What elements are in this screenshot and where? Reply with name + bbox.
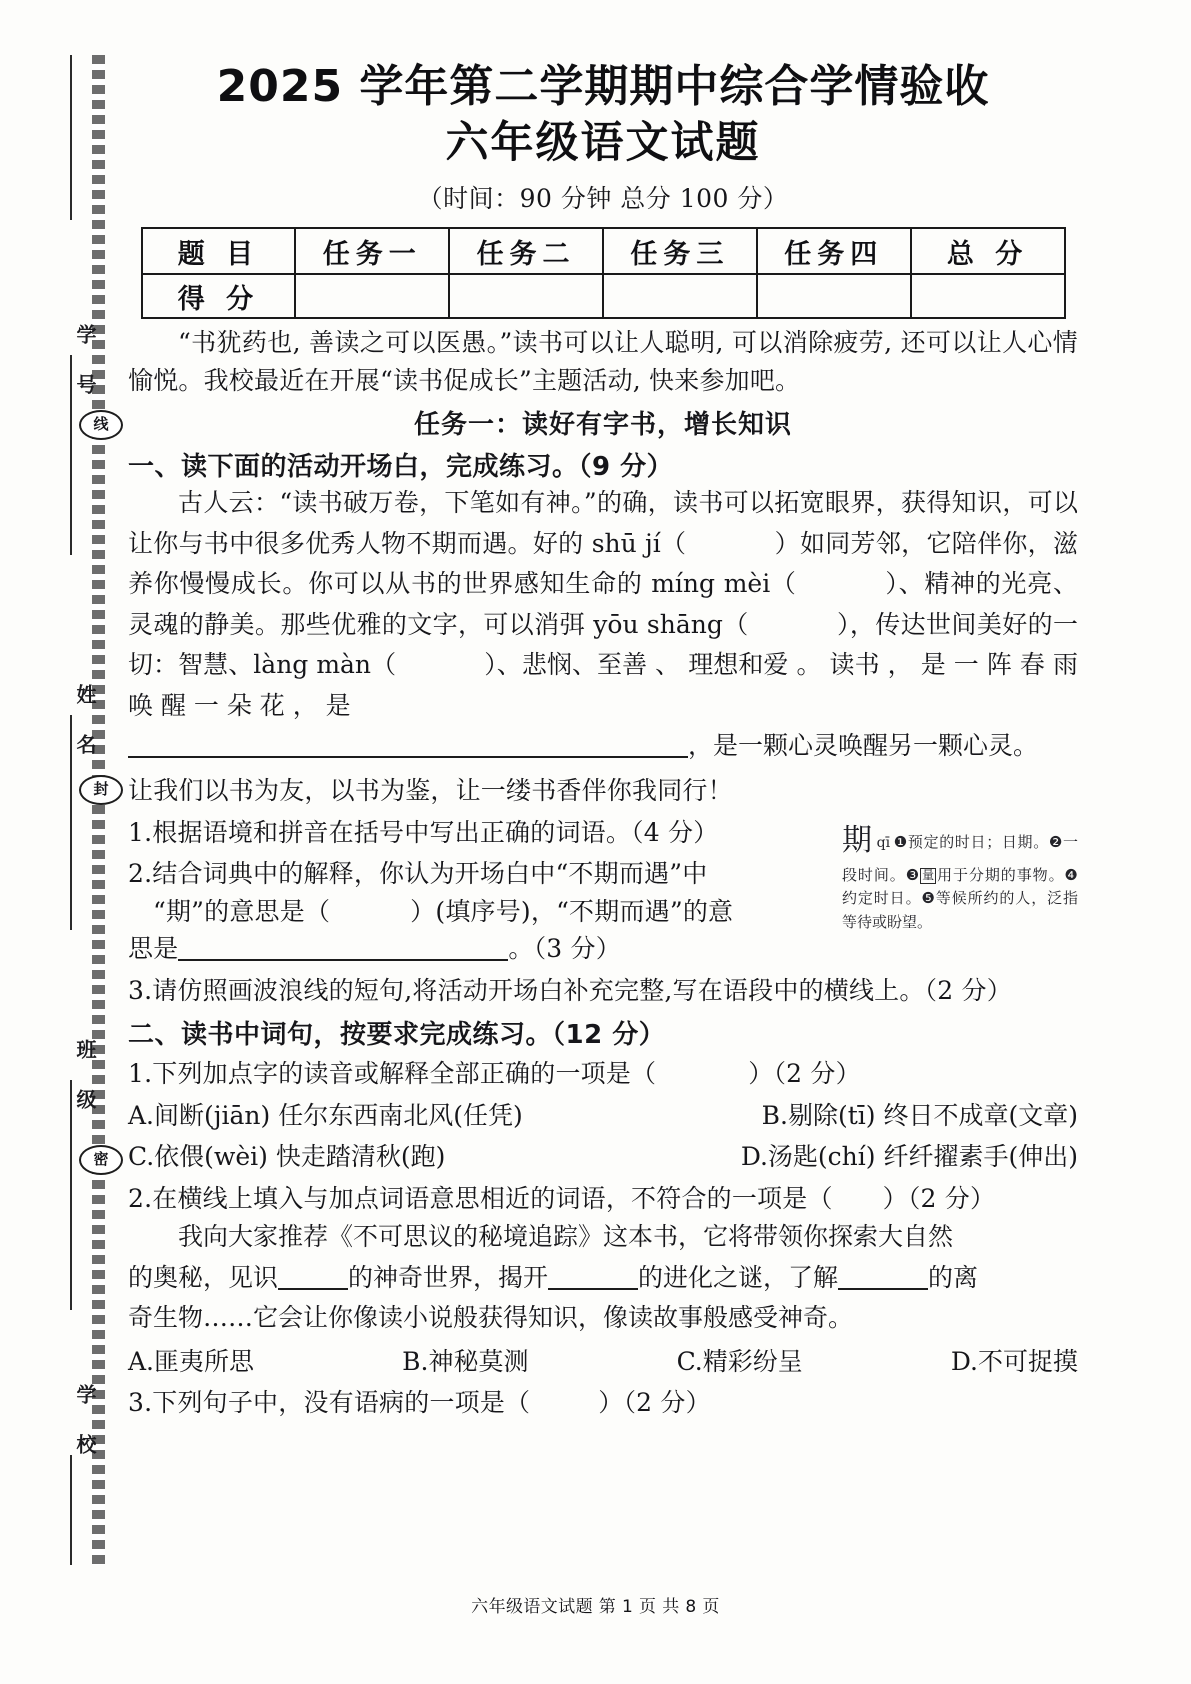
score-header-5: 总 分	[911, 228, 1065, 274]
recommendation-blank-2[interactable]	[548, 1288, 638, 1290]
recommendation-line-3	[128, 1298, 1078, 1339]
score-header-4: 任务四	[757, 228, 911, 274]
option-c[interactable]: C.精彩纷呈	[676, 1346, 803, 1376]
section-two-q1-options-row-1	[128, 1097, 1078, 1135]
score-table	[141, 227, 1066, 319]
section-two-q1-options-row-2	[128, 1138, 1078, 1176]
passage-answer-line-row	[128, 726, 1078, 767]
option-c[interactable]: C.依偎(wèi) 快走踏清秋(跑)	[128, 1142, 446, 1172]
opening-passage	[128, 483, 1078, 767]
recommendation-line-2	[128, 1258, 1078, 1299]
dictionary-sense-1: ❶预定的时日；日期。	[893, 832, 1049, 851]
seal-label-class: 班 级	[73, 1038, 97, 1112]
score-cell-task1[interactable]	[295, 274, 449, 318]
passage-line-group-1	[128, 483, 1078, 726]
recommendation-line-1	[128, 1217, 1078, 1258]
seal-label-student-id: 学 号	[73, 323, 97, 397]
exam-content	[128, 60, 1078, 1422]
recommendation-text-3: 奇生物……它会让你像读小说般获得知识，像读故事般感受神奇。	[128, 1303, 854, 1333]
question-2-line-c	[128, 930, 1078, 968]
dictionary-pinyin: qī	[876, 834, 891, 851]
page-footer: 六年级语文试题 第 1 页 共 8 页	[471, 1597, 720, 1617]
exam-meta-info: （时间：90 分钟 总分 100 分）	[417, 183, 789, 213]
dictionary-sense-4: ❹约定时日。	[842, 866, 1078, 908]
sealing-margin	[30, 55, 125, 1565]
option-d[interactable]: D.不可捉摸	[950, 1346, 1078, 1376]
seal-label-school: 学 校	[73, 1383, 97, 1457]
section-two-q3-points: ）（2 分）	[598, 1388, 711, 1418]
option-b[interactable]: B.剔除(tī) 终日不成章(文章)	[761, 1100, 1078, 1130]
passage-text-2: ）如同芳邻，它陪伴你，滋养你慢慢成长。你可以从书的世界感知生命的 míng mèi（	[128, 528, 1078, 599]
question-2-text-b: “期”的意思是（	[153, 896, 331, 926]
score-cell-task4[interactable]	[757, 274, 911, 318]
intro-paragraph: “书犹药也, 善读之可以医愚。”读书可以让人聪明, 可以消除疲劳, 还可以让人心情愉悦。我校最近在开展“读书促成长”主题活动, 快来参加吧。	[128, 328, 1078, 396]
section-two-question-2	[128, 1180, 1078, 1218]
section-two-q2-text: 2.在横线上填入与加点词语意思相近的词语，不符合的一项是（	[128, 1183, 833, 1213]
recommendation-text-2d: 的离	[928, 1262, 979, 1292]
task-one-heading: 任务一：读好有字书，增长知识	[413, 410, 792, 441]
section-two-question-3	[128, 1384, 1078, 1422]
table-row-headers	[142, 228, 1065, 274]
recommendation-text-1: 我向大家推荐《不可思议的秘境追踪》这本书，它将带领你探索大自然	[178, 1222, 954, 1252]
section-one-title: 一、读下面的活动开场白，完成练习。（9 分）	[128, 452, 674, 483]
section-two-q2-points: ）（2 分）	[882, 1183, 996, 1213]
passage-text-4: ），传达世间美好的一切：智慧、làng màn（	[128, 609, 1078, 680]
dictionary-headword: 期	[842, 822, 873, 858]
score-header-0: 题 目	[142, 228, 296, 274]
recommendation-text-2b: 的神奇世界，揭开	[348, 1262, 549, 1292]
task-one-question-1: 1.根据语境和拼音在括号中写出正确的词语。（4 分）	[128, 817, 719, 847]
passage-closing-line: 让我们以书为友，以书为鉴，让一缕书香伴你我同行！	[128, 775, 733, 805]
score-cell-total[interactable]	[911, 274, 1065, 318]
question-2-text-a: 2.结合词典中的解释，你认为开场白中“不期而遇”中	[128, 859, 708, 889]
score-row-label: 得 分	[142, 274, 296, 318]
task-one-question-3: 3.请仿照画波浪线的短句,将活动开场白补充完整,写在语段中的横线上。（2 分）	[128, 975, 1012, 1005]
seal-badge-xian: 线	[79, 410, 123, 440]
section-two-q1-text: 1.下列加点字的读音或解释全部正确的一项是（	[128, 1059, 657, 1089]
score-header-1: 任务一	[295, 228, 449, 274]
dictionary-sense-3-prefix: ❸	[905, 866, 921, 885]
score-cell-task3[interactable]	[603, 274, 757, 318]
question-2-answer-blank[interactable]	[178, 959, 508, 961]
dictionary-measure-word-box: 量	[922, 868, 935, 883]
section-two-title: 二、读书中词句，按要求完成练习。（12 分）	[128, 1020, 666, 1051]
seal-label-name: 姓 名	[73, 683, 97, 757]
section-two-q2-options-row	[128, 1343, 1078, 1381]
questions-with-dictionary	[128, 814, 1078, 1010]
dictionary-sense-3: 用于分期的事物。	[936, 866, 1065, 885]
dictionary-sense-2: ❷一段时间。	[842, 832, 1079, 885]
recommendation-text-2a: 的奥秘，见识	[128, 1262, 279, 1292]
seal-badge-mi: 密	[79, 1145, 123, 1175]
seal-rule-segment	[70, 55, 72, 220]
section-two-q3-text: 3.下列句子中，没有语病的一项是（	[128, 1388, 531, 1418]
page-title: 2025 学年第二学期期中综合学情验收	[216, 61, 990, 112]
seal-dashed-line	[92, 55, 105, 1565]
dictionary-definition-card	[842, 818, 1078, 934]
passage-text-3: ）、精神的光亮、灵魂的静美。那些优雅的文字，可以消弭 yōu shāng（	[128, 569, 1078, 639]
recommendation-text-2c: 的进化之谜，了解	[638, 1262, 839, 1292]
recommendation-blank-1[interactable]	[278, 1288, 348, 1290]
page-subtitle: 六年级语文试题	[445, 117, 761, 168]
section-two-q1-points: ）（2 分）	[748, 1059, 861, 1089]
question-2-text-e: 。（3 分）	[508, 934, 621, 964]
passage-text-5: ）、悲悯、至善 、 理想和爱 。 读书 ， 是 一 阵 春 雨 唤 醒 一 朵 花 ， 是	[128, 650, 1078, 720]
option-d[interactable]: D.汤匙(chí) 纤纤擢素手(伸出)	[740, 1142, 1078, 1172]
passage-answer-blank[interactable]	[128, 756, 688, 758]
option-a[interactable]: A.间断(jiān) 任尔东西南北风(任凭)	[128, 1100, 523, 1130]
passage-text-1: 古人云：“读书破万卷，下笔如有神。”的确，读书可以拓宽眼界，获得知识，可以让你与书中很多优秀人物不期而遇。好的 shū jí（	[128, 488, 1078, 558]
dictionary-sense-5: ❺等候所约的人，泛指等待或盼望。	[842, 889, 1078, 931]
option-a[interactable]: A.匪夷所思	[128, 1346, 255, 1376]
score-cell-task2[interactable]	[449, 274, 603, 318]
recommendation-blank-3[interactable]	[838, 1288, 928, 1290]
table-row-scores	[142, 274, 1065, 318]
section-two-question-1	[128, 1055, 1078, 1093]
passage-text-6: ，是一颗心灵唤醒另一颗心灵。	[688, 731, 1039, 761]
book-recommendation-passage	[128, 1217, 1078, 1339]
question-2-text-d: 思是	[128, 934, 179, 964]
option-b[interactable]: B.神秘莫测	[402, 1346, 529, 1376]
score-header-3: 任务三	[603, 228, 757, 274]
score-header-2: 任务二	[449, 228, 603, 274]
seal-badge-feng: 封	[79, 775, 123, 805]
question-2-text-c: ）(填序号)，“不期而遇”的意	[410, 896, 734, 926]
